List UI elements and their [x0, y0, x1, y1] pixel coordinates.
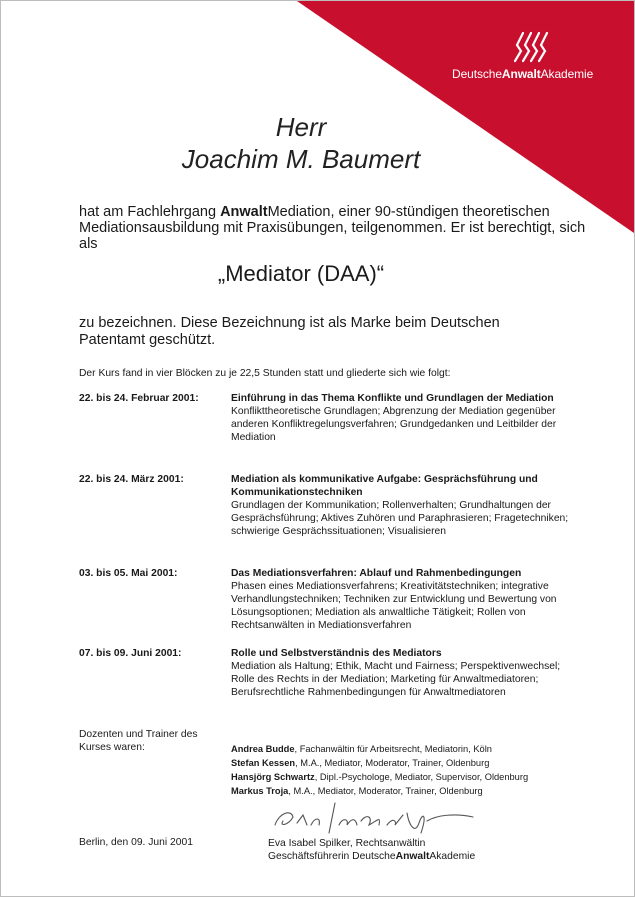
handwritten-signature: [269, 795, 479, 839]
daa-logo-icon: [509, 23, 554, 65]
teacher-entry: Stefan Kessen, M.A., Mediator, Moderator, Trainer, Oldenburg: [231, 758, 490, 768]
course-lead-text: Der Kurs fand in vier Blöcken zu je 22,5 Stunden statt und gliederte sich wie folgt:: [79, 368, 451, 379]
teachers-label: Dozenten und Trainer des Kurses waren:: [79, 729, 198, 753]
daa-logo-wordmark: DeutscheAnwaltAkademie: [452, 67, 594, 81]
recipient-name: Joachim M. Baumert: [181, 144, 421, 174]
teacher-entry: Andrea Budde, Fachanwältin für Arbeitsrecht, Mediatorin, Köln: [231, 744, 492, 754]
block-text: Phasen eines Mediationsverfahrens; Kreativitätstechniken; integrative Verhandlungstechniken; Techniken zur Entwicklung und Bewertung von Lösungsoptionen; Mediation als anwaltliche Tätigkeit; Rollen von Rechtsanwälten in Mediationsverfahren: [231, 581, 557, 631]
block-text: Mediation als Haltung; Ethik, Macht und Fairness; Perspektivenwechsel; Rolle des Rechts in der Mediation; Marketing für Anwaltmediatoren; Berufsrechtliche Rahmenbedingungen für Anwaltmediatoren: [231, 661, 561, 698]
block-text: Grundlagen der Kommunikation; Rollenverhalten; Grundhaltungen der Gesprächsführung; Aktives Zuhören und Paraphrasieren; Fragetechniken; schwierige Gesprächssituationen; Visualisieren: [231, 500, 569, 537]
teachers-list: [231, 742, 611, 798]
block-date: 03. bis 05. Mai 2001:: [79, 568, 178, 579]
intro-paragraph: hat am Fachlehrgang AnwaltMediation, einer 90-stündigen theoretischen Mediationsausbildung mit Praxisübungen, teilgenommen. Er ist berechtigt, sich als: [79, 204, 586, 252]
certificate-title: „Mediator (DAA)“: [217, 261, 385, 286]
block-date: 07. bis 09. Juni 2001:: [79, 648, 182, 659]
signer-role: Geschäftsführerin DeutscheAnwaltAkademie: [268, 851, 476, 862]
block-date: 22. bis 24. März 2001:: [79, 474, 184, 485]
block-date: 22. bis 24. Februar 2001:: [79, 393, 199, 404]
block-text: Konflikttheoretische Grundlagen; Abgrenzung der Mediation gegenüber anderen Konfliktregelungsverfahren; Grundgedanken und Leitbilder der Mediation: [231, 406, 557, 443]
recipient-salutation: Herr: [275, 112, 327, 142]
block-heading: Das Mediationsverfahren: Ablauf und Rahmenbedingungen: [231, 568, 522, 579]
block-heading: Mediation als kommunikative Aufgabe: Gesprächsführung und Kommunikationstechniken: [231, 474, 538, 498]
teacher-entry: Markus Troja, M.A., Mediator, Moderator, Trainer, Oldenburg: [231, 786, 483, 796]
signer-name: Eva Isabel Spilker, Rechtsanwältin: [268, 838, 426, 849]
teacher-entry: Hansjörg Schwartz, Dipl.-Psychologe, Mediator, Supervisor, Oldenburg: [231, 772, 529, 782]
block-heading: Rolle und Selbstverständnis des Mediators: [231, 648, 442, 659]
place-and-date: Berlin, den 09. Juni 2001: [79, 837, 193, 848]
closing-paragraph: zu bezeichnen. Diese Bezeichnung ist als Marke beim Deutschen Patentamt geschützt.: [79, 315, 500, 348]
signer-block: [268, 837, 475, 863]
block-heading: Einführung in das Thema Konflikte und Grundlagen der Mediation: [231, 393, 554, 404]
